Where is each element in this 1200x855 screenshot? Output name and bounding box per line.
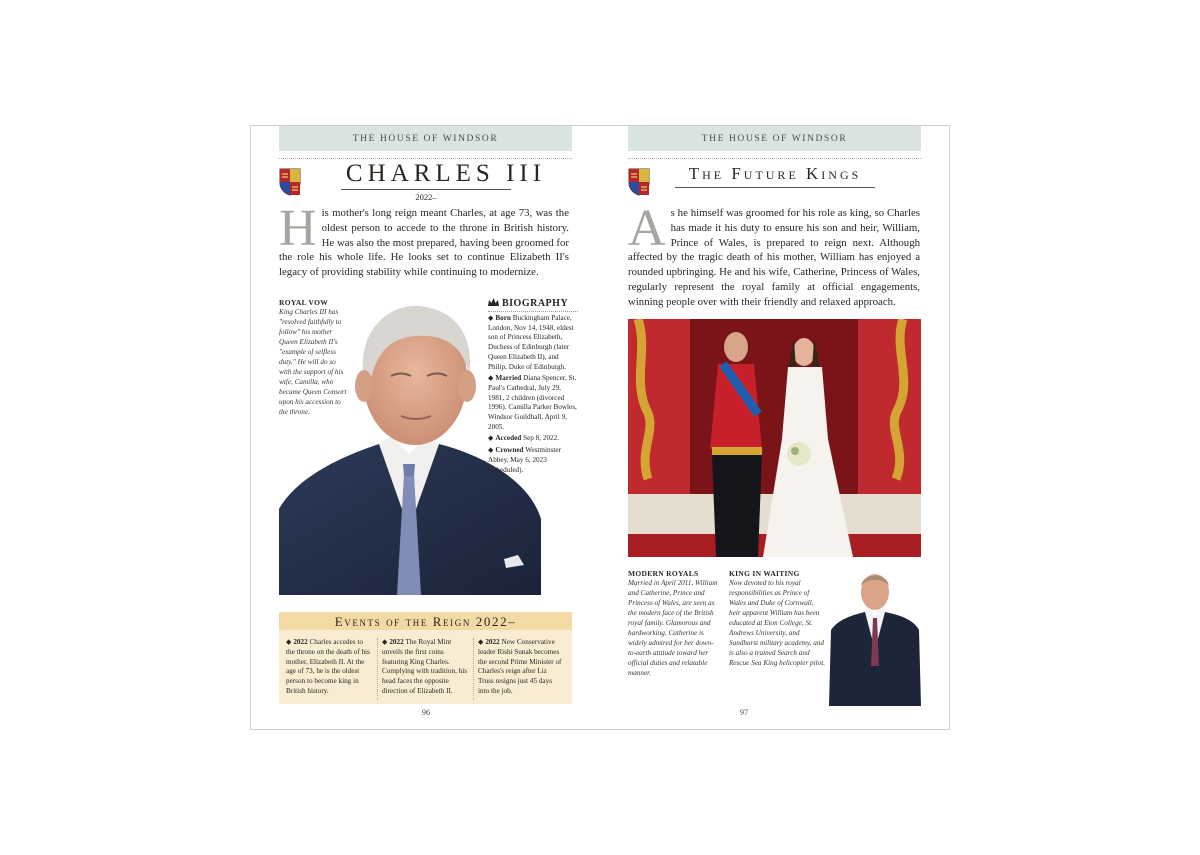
caption-heading: ROYAL VOW [279, 298, 329, 307]
title-rule [341, 189, 511, 190]
bio-item: ◆ Born Buckingham Palace, London, Nov 14, 1948, eldest son of Princess Elizabeth, Duchess of Edinburgh (later Queen Elizabeth II), and Philip, Duke of Edinburgh. [488, 314, 574, 371]
right-page [600, 126, 949, 729]
events-title: Events of the Reign 2022– [279, 612, 572, 630]
bio-item: ◆ Acceded Sep 8, 2022. [488, 434, 560, 443]
left-page [251, 126, 600, 729]
events-panel [279, 612, 572, 704]
caption-heading: MODERN ROYALS [628, 569, 699, 578]
page-number: 96 [422, 708, 430, 717]
title-rule [675, 187, 875, 188]
event-item: ◆ 2022 The Royal Mint unveils the first coins featuring King Charles. Complying with tradition, his head faces the opposite direction of Elizabeth II. [382, 638, 468, 695]
intro-text: s he himself was groomed for his role as king, so Charles has made it his duty to ensure his son and heir, William, Prince of Wales, is prepared to reign next. Although affected by the tragic death of his mother, William has enjoyed a rounded upbringing. He and his wife, Catherine, Princess of Wales, regularly represent the royal family at official engagements, winning people over with their friendly and relaxed approach. [628, 207, 920, 308]
biography-heading [488, 298, 578, 312]
page-title: The Future Kings [688, 164, 862, 183]
divider [473, 638, 474, 700]
event-item: ◆ 2022 Charles accedes to the throne on the death of his mother, Elizabeth II. At the age of 73, he is the oldest person to become king in British history. [286, 638, 370, 695]
drop-cap: H [279, 200, 317, 257]
intro-text: is mother's long reign meant Charles, at age 73, was the oldest person to accede to the throne in British history. He was also the most prepared, having been groomed for the role his whole life. He looks set to continue Elizabeth II's legacy of providing stability while continuing to modernize. [279, 207, 569, 279]
running-head: THE HOUSE OF WINDSOR [628, 126, 921, 151]
biography-box [488, 298, 578, 475]
caption-text: King Charles III has "resolved faithfully to follow" his mother Queen Elizabeth II's "example of selfless duty." He will do so with the support of his wife, Camilla, who became Queen Consort upon his accession to the throne. [279, 308, 347, 416]
crown-icon [488, 298, 499, 306]
king-in-waiting-caption [729, 569, 825, 668]
caption-heading: KING IN WAITING [729, 569, 800, 578]
biography-heading-text: BIOGRAPHY [502, 298, 569, 309]
wedding-photo [628, 319, 921, 557]
page-title: CHARLES III [345, 160, 547, 187]
caption-text: Now devoted to his royal responsibilities as Prince of Wales and Duke of Cornwall, heir apparent William has been educated at Eton College, St. Andrews University, and Sandhurst military academy, and is also a trained Search and Rescue Sea King helicopter pilot. [729, 579, 826, 667]
reign-dates: 2022– [415, 192, 437, 202]
divider [279, 158, 572, 159]
divider [377, 638, 378, 700]
william-portrait [829, 570, 921, 706]
intro-paragraph [279, 200, 569, 280]
bio-item: ◆ Crowned Westminster Abbey, May 6, 2023 (scheduled). [488, 446, 561, 474]
book-spread [250, 125, 950, 730]
royal-crest-icon [628, 168, 650, 196]
event-item: ◆ 2022 New Conservative leader Rishi Sunak becomes the second Prime Minister of Charles's reign after Liz Truss resigns just 45 days into the job. [478, 638, 562, 695]
drop-cap: A [628, 200, 666, 257]
running-head: THE HOUSE OF WINDSOR [279, 126, 572, 151]
intro-paragraph [628, 200, 920, 310]
royal-crest-icon [279, 168, 301, 196]
modern-royals-caption [628, 569, 720, 678]
divider [628, 158, 921, 159]
page-number: 97 [740, 708, 748, 717]
bio-item: ◆ Married Diana Spencer, St. Paul's Cathedral, July 29, 1981, 2 children (divorced 1996). Camilla Parker Bowles, Windsor Guildhall, April 9, 2005. [488, 374, 577, 431]
caption-text: Married in April 2011, William and Catherine, Prince and Princess of Wales, are seen as the modern face of the British royal family. Glamorous and hardworking, Catherine is widely admired for her down-to-earth attitude toward her official duties and relatable manner. [628, 579, 718, 677]
